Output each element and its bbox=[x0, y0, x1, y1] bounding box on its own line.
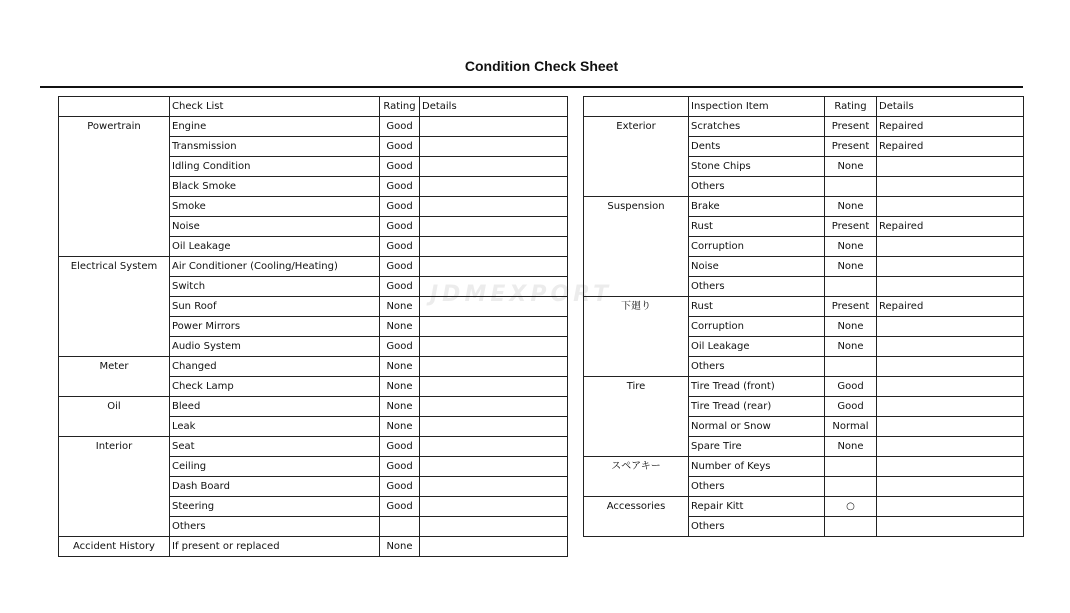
item-cell: Transmission bbox=[170, 137, 380, 157]
category-label: スペアキー bbox=[584, 457, 689, 497]
table-row bbox=[59, 357, 568, 377]
details-cell bbox=[877, 337, 1024, 357]
header-item: Inspection Item bbox=[689, 97, 825, 117]
rating-cell: Good bbox=[380, 117, 420, 137]
item-cell: Switch bbox=[170, 277, 380, 297]
details-cell bbox=[420, 397, 568, 417]
rating-cell: None bbox=[380, 297, 420, 317]
details-cell bbox=[420, 117, 568, 137]
details-cell bbox=[877, 237, 1024, 257]
item-cell: Idling Condition bbox=[170, 157, 380, 177]
item-cell: Normal or Snow bbox=[689, 417, 825, 437]
details-cell bbox=[877, 257, 1024, 277]
rating-cell: None bbox=[825, 317, 877, 337]
header-row bbox=[59, 97, 568, 117]
details-cell bbox=[420, 497, 568, 517]
item-cell: Rust bbox=[689, 217, 825, 237]
header-rating: Rating bbox=[380, 97, 420, 117]
rating-cell: Good bbox=[380, 157, 420, 177]
details-cell bbox=[877, 277, 1024, 297]
rating-cell bbox=[825, 477, 877, 497]
category-label: Accessories bbox=[584, 497, 689, 537]
header-category bbox=[59, 97, 170, 117]
table-row bbox=[584, 297, 1024, 317]
page-title: Condition Check Sheet bbox=[464, 58, 619, 74]
rating-cell bbox=[825, 177, 877, 197]
details-cell bbox=[420, 357, 568, 377]
item-cell: Corruption bbox=[689, 237, 825, 257]
rating-cell: Good bbox=[380, 177, 420, 197]
details-cell bbox=[877, 197, 1024, 217]
details-cell bbox=[877, 417, 1024, 437]
category-label: Accident History bbox=[59, 537, 170, 557]
details-cell bbox=[877, 517, 1024, 537]
details-cell bbox=[420, 477, 568, 497]
rating-cell: Present bbox=[825, 117, 877, 137]
table-row bbox=[59, 257, 568, 277]
item-cell: Engine bbox=[170, 117, 380, 137]
title-divider bbox=[40, 86, 1023, 88]
item-cell: Noise bbox=[170, 217, 380, 237]
item-cell: Sun Roof bbox=[170, 297, 380, 317]
item-cell: Check Lamp bbox=[170, 377, 380, 397]
item-cell: Number of Keys bbox=[689, 457, 825, 477]
item-cell: Others bbox=[689, 357, 825, 377]
rating-cell: Good bbox=[380, 497, 420, 517]
item-cell: Tire Tread (front) bbox=[689, 377, 825, 397]
category-label: 下廻り bbox=[584, 297, 689, 377]
rating-cell: None bbox=[825, 197, 877, 217]
rating-cell: None bbox=[380, 397, 420, 417]
details-cell bbox=[420, 177, 568, 197]
details-cell bbox=[420, 317, 568, 337]
item-cell: Others bbox=[689, 277, 825, 297]
item-cell: Smoke bbox=[170, 197, 380, 217]
category-label: Suspension bbox=[584, 197, 689, 297]
details-cell bbox=[420, 417, 568, 437]
item-cell: Dash Board bbox=[170, 477, 380, 497]
details-cell bbox=[420, 437, 568, 457]
rating-cell: None bbox=[380, 417, 420, 437]
item-cell: Steering bbox=[170, 497, 380, 517]
item-cell: Changed bbox=[170, 357, 380, 377]
table-row bbox=[584, 377, 1024, 397]
details-cell bbox=[420, 337, 568, 357]
rating-cell: Good bbox=[825, 377, 877, 397]
details-cell bbox=[877, 397, 1024, 417]
rating-cell: Good bbox=[380, 477, 420, 497]
rating-cell bbox=[825, 517, 877, 537]
details-cell bbox=[420, 137, 568, 157]
category-label: Tire bbox=[584, 377, 689, 457]
category-label: Exterior bbox=[584, 117, 689, 197]
details-cell bbox=[877, 177, 1024, 197]
header-row bbox=[584, 97, 1024, 117]
details-cell: Repaired bbox=[877, 117, 1024, 137]
rating-cell: Good bbox=[380, 137, 420, 157]
item-cell: Audio System bbox=[170, 337, 380, 357]
header-details: Details bbox=[877, 97, 1024, 117]
item-cell: Brake bbox=[689, 197, 825, 217]
item-cell: Stone Chips bbox=[689, 157, 825, 177]
rating-cell: None bbox=[825, 257, 877, 277]
details-cell bbox=[420, 157, 568, 177]
rating-cell: Good bbox=[380, 217, 420, 237]
table-row bbox=[59, 437, 568, 457]
rating-cell: Good bbox=[380, 337, 420, 357]
check-list-table bbox=[58, 96, 568, 557]
category-label: Interior bbox=[59, 437, 170, 537]
rating-cell: Good bbox=[380, 197, 420, 217]
details-cell bbox=[420, 277, 568, 297]
rating-cell: None bbox=[825, 237, 877, 257]
rating-cell: Present bbox=[825, 217, 877, 237]
rating-cell: None bbox=[825, 337, 877, 357]
details-cell bbox=[877, 157, 1024, 177]
rating-cell: Good bbox=[380, 257, 420, 277]
item-cell: Others bbox=[689, 477, 825, 497]
rating-cell: Good bbox=[380, 437, 420, 457]
details-cell bbox=[420, 517, 568, 537]
details-cell bbox=[877, 457, 1024, 477]
table-row bbox=[584, 197, 1024, 217]
item-cell: Scratches bbox=[689, 117, 825, 137]
rating-cell: None bbox=[380, 357, 420, 377]
watermark-logo: JDMEXPORT bbox=[430, 282, 613, 307]
item-cell: Oil Leakage bbox=[689, 337, 825, 357]
item-cell: Black Smoke bbox=[170, 177, 380, 197]
rating-cell: None bbox=[825, 437, 877, 457]
item-cell: Bleed bbox=[170, 397, 380, 417]
item-cell: Rust bbox=[689, 297, 825, 317]
item-cell: Corruption bbox=[689, 317, 825, 337]
details-cell bbox=[877, 497, 1024, 517]
details-cell bbox=[420, 377, 568, 397]
details-cell bbox=[420, 537, 568, 557]
rating-cell bbox=[825, 457, 877, 477]
details-cell bbox=[877, 477, 1024, 497]
category-label: Oil bbox=[59, 397, 170, 437]
rating-cell: None bbox=[380, 317, 420, 337]
table-row bbox=[59, 537, 568, 557]
rating-cell: ○ bbox=[825, 497, 877, 517]
rating-cell: Good bbox=[380, 237, 420, 257]
item-cell: Power Mirrors bbox=[170, 317, 380, 337]
header-details: Details bbox=[420, 97, 568, 117]
item-cell: If present or replaced bbox=[170, 537, 380, 557]
table-row bbox=[59, 117, 568, 137]
header-category bbox=[584, 97, 689, 117]
table-row bbox=[59, 397, 568, 417]
rating-cell: None bbox=[380, 377, 420, 397]
details-cell bbox=[420, 197, 568, 217]
rating-cell: None bbox=[380, 537, 420, 557]
table-row bbox=[584, 497, 1024, 517]
category-label: Electrical System bbox=[59, 257, 170, 357]
item-cell: Leak bbox=[170, 417, 380, 437]
category-label: Powertrain bbox=[59, 117, 170, 257]
item-cell: Oil Leakage bbox=[170, 237, 380, 257]
item-cell: Spare Tire bbox=[689, 437, 825, 457]
rating-cell: None bbox=[825, 157, 877, 177]
details-cell bbox=[877, 377, 1024, 397]
rating-cell bbox=[825, 357, 877, 377]
rating-cell: Present bbox=[825, 137, 877, 157]
category-label: Meter bbox=[59, 357, 170, 397]
item-cell: Repair Kitt bbox=[689, 497, 825, 517]
table-row bbox=[584, 117, 1024, 137]
rating-cell: Present bbox=[825, 297, 877, 317]
item-cell: Dents bbox=[689, 137, 825, 157]
table-row bbox=[584, 457, 1024, 477]
item-cell: Noise bbox=[689, 257, 825, 277]
header-rating: Rating bbox=[825, 97, 877, 117]
details-cell: Repaired bbox=[877, 297, 1024, 317]
details-cell bbox=[420, 297, 568, 317]
details-cell bbox=[420, 257, 568, 277]
details-cell bbox=[877, 317, 1024, 337]
item-cell: Others bbox=[170, 517, 380, 537]
item-cell: Tire Tread (rear) bbox=[689, 397, 825, 417]
rating-cell: Good bbox=[380, 457, 420, 477]
details-cell: Repaired bbox=[877, 137, 1024, 157]
rating-cell: Normal bbox=[825, 417, 877, 437]
details-cell bbox=[877, 437, 1024, 457]
rating-cell bbox=[825, 277, 877, 297]
details-cell: Repaired bbox=[877, 217, 1024, 237]
rating-cell: Good bbox=[825, 397, 877, 417]
details-cell bbox=[420, 457, 568, 477]
details-cell bbox=[420, 237, 568, 257]
item-cell: Others bbox=[689, 177, 825, 197]
item-cell: Others bbox=[689, 517, 825, 537]
rating-cell: Good bbox=[380, 277, 420, 297]
item-cell: Ceiling bbox=[170, 457, 380, 477]
header-item: Check List bbox=[170, 97, 380, 117]
details-cell bbox=[877, 357, 1024, 377]
item-cell: Seat bbox=[170, 437, 380, 457]
item-cell: Air Conditioner (Cooling/Heating) bbox=[170, 257, 380, 277]
details-cell bbox=[420, 217, 568, 237]
rating-cell bbox=[380, 517, 420, 537]
inspection-item-table bbox=[583, 96, 1024, 537]
